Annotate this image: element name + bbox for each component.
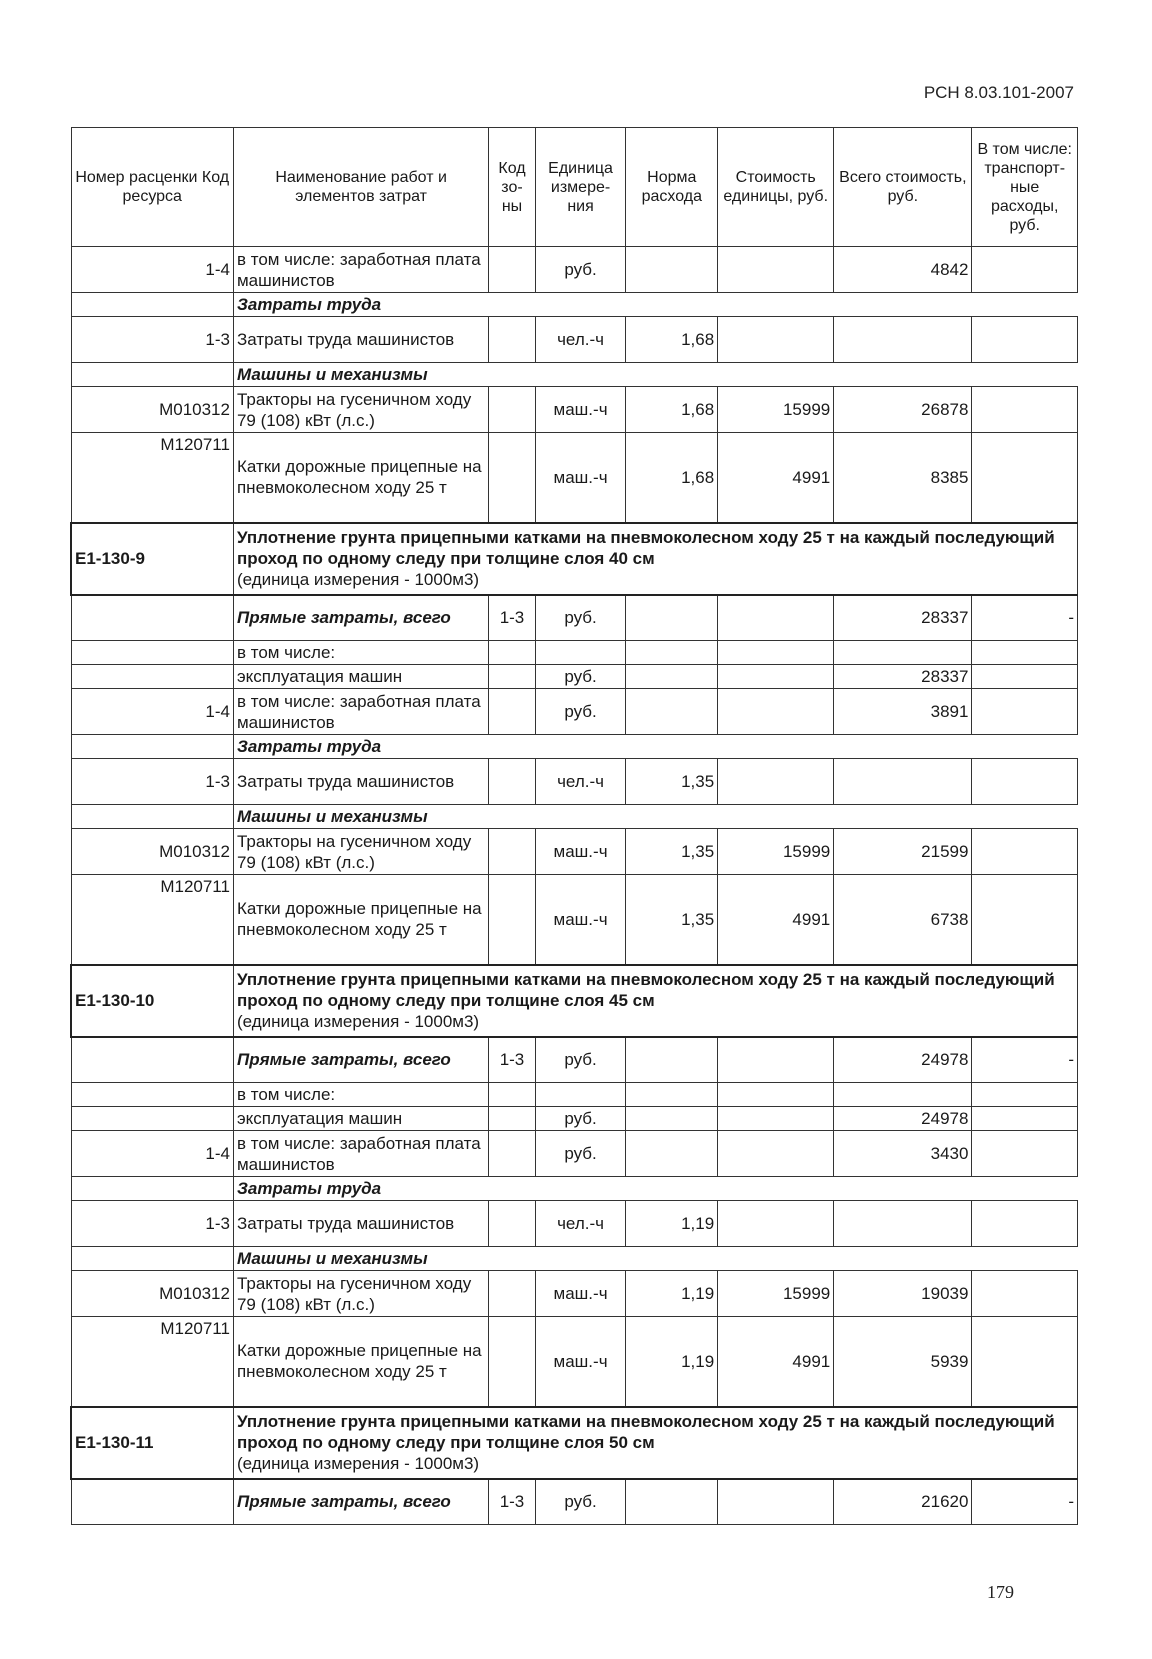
- cell-unit: руб.: [535, 665, 626, 689]
- cell-unit: маш.-ч: [535, 1271, 626, 1317]
- cell-unit: [535, 641, 626, 665]
- cell-total: 19039: [834, 1271, 972, 1317]
- cell-norm: [626, 1037, 718, 1083]
- cell-price: [718, 759, 834, 805]
- header-norm: Норма расхода: [626, 128, 718, 247]
- cell-zone: [489, 875, 535, 965]
- cell-transport: [972, 1271, 1078, 1317]
- cell-transport: [972, 317, 1078, 363]
- table-row: [71, 387, 1078, 433]
- cell-norm: 1,19: [626, 1271, 718, 1317]
- cell-unit: руб.: [535, 595, 626, 641]
- cell-norm: 1,19: [626, 1201, 718, 1247]
- table-row: [71, 689, 1078, 735]
- cell-unit: руб.: [535, 1479, 626, 1525]
- table-row: [71, 1037, 1078, 1083]
- section-title: [233, 965, 1077, 1037]
- cell-unit: чел.-ч: [535, 317, 626, 363]
- table-body: [71, 247, 1078, 1525]
- cell-norm: 1,35: [626, 759, 718, 805]
- group-title: Затраты труда: [233, 293, 1077, 317]
- cell-norm: [626, 247, 718, 293]
- cell-total: [834, 1201, 972, 1247]
- section-title-text: Уплотнение грунта прицепными катками на пневмоколесном ходу 25 т на каждый последующий проход по одному следу при толщине слоя 40 см: [236, 528, 1055, 568]
- cell-total: 24978: [834, 1037, 972, 1083]
- cell-code: [71, 735, 233, 759]
- group-row: [71, 293, 1078, 317]
- header-transport: В том числе: транспорт-ные расходы, руб.: [972, 128, 1078, 247]
- cell-zone: 1-3: [489, 1479, 535, 1525]
- cell-name: эксплуатация машин: [233, 665, 488, 689]
- page-number: 179: [987, 1582, 1014, 1602]
- section-row: [71, 1407, 1078, 1479]
- cell-total: 24978: [834, 1107, 972, 1131]
- cell-price: [718, 247, 834, 293]
- table-row: [71, 875, 1078, 965]
- cell-total: 26878: [834, 387, 972, 433]
- table-row: [71, 641, 1078, 665]
- cell-name: в том числе: заработная плата машинистов: [233, 247, 488, 293]
- cell-transport: [972, 665, 1078, 689]
- cell-price: [718, 665, 834, 689]
- group-row: [71, 735, 1078, 759]
- cell-zone: [489, 665, 535, 689]
- cell-code: [71, 595, 233, 641]
- rates-table: [70, 127, 1078, 1525]
- cell-zone: [489, 317, 535, 363]
- cell-unit: руб.: [535, 1107, 626, 1131]
- cell-code: [71, 1177, 233, 1201]
- cell-code: [71, 1037, 233, 1083]
- cell-transport: [972, 689, 1078, 735]
- group-row: [71, 1177, 1078, 1201]
- cell-name: в том числе: заработная плата машинистов: [233, 1131, 488, 1177]
- cell-total: 21620: [834, 1479, 972, 1525]
- cell-zone: [489, 689, 535, 735]
- cell-zone: [489, 829, 535, 875]
- cell-price: [718, 1201, 834, 1247]
- cell-total: 4842: [834, 247, 972, 293]
- cell-code: [71, 1107, 233, 1131]
- section-code: Е1-130-10: [71, 965, 233, 1037]
- cell-code: [71, 1083, 233, 1107]
- cell-transport: [972, 1317, 1078, 1407]
- section-code: Е1-130-11: [71, 1407, 233, 1479]
- cell-price: [718, 689, 834, 735]
- cell-norm: [626, 595, 718, 641]
- cell-code: [71, 363, 233, 387]
- cell-transport: [972, 641, 1078, 665]
- cell-zone: [489, 759, 535, 805]
- cell-total: 28337: [834, 665, 972, 689]
- cell-code: 1-4: [71, 1131, 233, 1177]
- cell-unit: руб.: [535, 1037, 626, 1083]
- cell-transport: [972, 247, 1078, 293]
- cell-norm: 1,68: [626, 387, 718, 433]
- cell-unit: маш.-ч: [535, 433, 626, 523]
- cell-norm: [626, 1131, 718, 1177]
- cell-code: М010312: [71, 829, 233, 875]
- cell-name: Катки дорожные прицепные на пневмоколесном ходу 25 т: [233, 1317, 488, 1407]
- table-row: [71, 433, 1078, 523]
- cell-code: 1-3: [71, 759, 233, 805]
- cell-transport: [972, 433, 1078, 523]
- cell-norm: [626, 641, 718, 665]
- cell-name: Затраты труда машинистов: [233, 759, 488, 805]
- cell-name: Тракторы на гусеничном ходу 79 (108) кВт (л.с.): [233, 1271, 488, 1317]
- section-unit: (единица измерения - 1000м3): [236, 1012, 480, 1031]
- cell-name: в том числе: заработная плата машинистов: [233, 689, 488, 735]
- cell-price: [718, 1131, 834, 1177]
- table-row: [71, 247, 1078, 293]
- cell-price: [718, 1479, 834, 1525]
- cell-unit: маш.-ч: [535, 829, 626, 875]
- cell-price: 4991: [718, 875, 834, 965]
- cell-zone: [489, 641, 535, 665]
- cell-zone: [489, 1107, 535, 1131]
- cell-zone: [489, 433, 535, 523]
- section-title: [233, 523, 1077, 595]
- cell-price: [718, 641, 834, 665]
- cell-price: 4991: [718, 433, 834, 523]
- cell-zone: 1-3: [489, 595, 535, 641]
- cell-zone: [489, 1131, 535, 1177]
- cell-code: [71, 805, 233, 829]
- header-price: Стоимость единицы, руб.: [718, 128, 834, 247]
- cell-norm: [626, 1083, 718, 1107]
- cell-zone: [489, 1201, 535, 1247]
- cell-total: 3891: [834, 689, 972, 735]
- cell-total: 6738: [834, 875, 972, 965]
- table-header: [71, 128, 1078, 247]
- table-row: [71, 759, 1078, 805]
- cell-transport: [972, 875, 1078, 965]
- table-row: [71, 665, 1078, 689]
- cell-norm: [626, 689, 718, 735]
- cell-total: [834, 641, 972, 665]
- cell-zone: [489, 1083, 535, 1107]
- cell-name: Катки дорожные прицепные на пневмоколесном ходу 25 т: [233, 875, 488, 965]
- section-code: Е1-130-9: [71, 523, 233, 595]
- cell-transport: [972, 1201, 1078, 1247]
- group-title: Затраты труда: [233, 1177, 1077, 1201]
- section-unit: (единица измерения - 1000м3): [236, 1454, 480, 1473]
- cell-zone: [489, 247, 535, 293]
- table-row: [71, 317, 1078, 363]
- document-code: РСН 8.03.101-2007: [923, 83, 1074, 102]
- cell-norm: 1,35: [626, 875, 718, 965]
- group-row: [71, 1247, 1078, 1271]
- cell-name: Тракторы на гусеничном ходу 79 (108) кВт (л.с.): [233, 387, 488, 433]
- cell-code: М010312: [71, 387, 233, 433]
- cell-transport: -: [972, 1479, 1078, 1525]
- cell-total: [834, 759, 972, 805]
- cell-unit: маш.-ч: [535, 387, 626, 433]
- cell-price: [718, 1107, 834, 1131]
- cell-code: М120711: [71, 875, 233, 965]
- group-title: Машины и механизмы: [233, 363, 1077, 387]
- cell-code: 1-3: [71, 1201, 233, 1247]
- header-zone: Код зо-ны: [489, 128, 535, 247]
- cell-zone: [489, 1317, 535, 1407]
- cell-unit: руб.: [535, 689, 626, 735]
- cell-code: М120711: [71, 433, 233, 523]
- cell-code: [71, 1247, 233, 1271]
- section-title-text: Уплотнение грунта прицепными катками на пневмоколесном ходу 25 т на каждый последующий проход по одному следу при толщине слоя 50 см: [236, 1412, 1055, 1452]
- cell-zone: 1-3: [489, 1037, 535, 1083]
- cell-code: М120711: [71, 1317, 233, 1407]
- cell-norm: [626, 1479, 718, 1525]
- cell-norm: 1,35: [626, 829, 718, 875]
- table-row: [71, 595, 1078, 641]
- cell-name: Прямые затраты, всего: [233, 1479, 488, 1525]
- section-unit: (единица измерения - 1000м3): [236, 570, 480, 589]
- cell-total: 28337: [834, 595, 972, 641]
- cell-price: [718, 595, 834, 641]
- cell-price: 15999: [718, 829, 834, 875]
- cell-name: Затраты труда машинистов: [233, 317, 488, 363]
- cell-transport: [972, 759, 1078, 805]
- cell-name: Тракторы на гусеничном ходу 79 (108) кВт (л.с.): [233, 829, 488, 875]
- header-code: Номер расценки Код ресурса: [71, 128, 233, 247]
- cell-code: [71, 293, 233, 317]
- cell-unit: [535, 1083, 626, 1107]
- table-row: [71, 1107, 1078, 1131]
- section-title: [233, 1407, 1077, 1479]
- table-row: [71, 1271, 1078, 1317]
- cell-name: эксплуатация машин: [233, 1107, 488, 1131]
- cell-price: 4991: [718, 1317, 834, 1407]
- cell-unit: чел.-ч: [535, 759, 626, 805]
- cell-price: 15999: [718, 1271, 834, 1317]
- header-total: Всего стоимость, руб.: [834, 128, 972, 247]
- cell-price: [718, 1037, 834, 1083]
- table-row: [71, 1317, 1078, 1407]
- cell-total: 3430: [834, 1131, 972, 1177]
- table-row: [71, 829, 1078, 875]
- cell-unit: чел.-ч: [535, 1201, 626, 1247]
- cell-transport: [972, 1131, 1078, 1177]
- cell-price: [718, 1083, 834, 1107]
- cell-unit: руб.: [535, 1131, 626, 1177]
- cell-name: Прямые затраты, всего: [233, 1037, 488, 1083]
- cell-name: в том числе:: [233, 1083, 488, 1107]
- cell-transport: -: [972, 1037, 1078, 1083]
- cell-total: 21599: [834, 829, 972, 875]
- table-row: [71, 1131, 1078, 1177]
- cell-code: 1-4: [71, 247, 233, 293]
- cell-total: [834, 1083, 972, 1107]
- header-unit: Единица измере-ния: [535, 128, 626, 247]
- cell-transport: [972, 1107, 1078, 1131]
- cell-norm: [626, 665, 718, 689]
- cell-total: [834, 317, 972, 363]
- cell-name: Прямые затраты, всего: [233, 595, 488, 641]
- cell-unit: руб.: [535, 247, 626, 293]
- cell-code: 1-4: [71, 689, 233, 735]
- table-row: [71, 1201, 1078, 1247]
- table-row: [71, 1479, 1078, 1525]
- header-name: Наименование работ и элементов затрат: [233, 128, 488, 247]
- group-row: [71, 363, 1078, 387]
- cell-unit: маш.-ч: [535, 875, 626, 965]
- cell-name: Катки дорожные прицепные на пневмоколесном ходу 25 т: [233, 433, 488, 523]
- cell-zone: [489, 387, 535, 433]
- cell-unit: маш.-ч: [535, 1317, 626, 1407]
- section-row: [71, 965, 1078, 1037]
- cell-code: [71, 1479, 233, 1525]
- cell-code: [71, 641, 233, 665]
- cell-transport: -: [972, 595, 1078, 641]
- cell-norm: 1,68: [626, 433, 718, 523]
- cell-zone: [489, 1271, 535, 1317]
- cell-transport: [972, 829, 1078, 875]
- cell-norm: 1,68: [626, 317, 718, 363]
- group-row: [71, 805, 1078, 829]
- section-title-text: Уплотнение грунта прицепными катками на пневмоколесном ходу 25 т на каждый последующий проход по одному следу при толщине слоя 45 см: [236, 970, 1055, 1010]
- section-row: [71, 523, 1078, 595]
- cell-code: [71, 665, 233, 689]
- group-title: Машины и механизмы: [233, 1247, 1077, 1271]
- group-title: Машины и механизмы: [233, 805, 1077, 829]
- cell-price: 15999: [718, 387, 834, 433]
- group-title: Затраты труда: [233, 735, 1077, 759]
- cell-norm: 1,19: [626, 1317, 718, 1407]
- table-row: [71, 1083, 1078, 1107]
- cell-total: 8385: [834, 433, 972, 523]
- cell-code: М010312: [71, 1271, 233, 1317]
- cell-total: 5939: [834, 1317, 972, 1407]
- cell-name: Затраты труда машинистов: [233, 1201, 488, 1247]
- cell-norm: [626, 1107, 718, 1131]
- cell-code: 1-3: [71, 317, 233, 363]
- cell-name: в том числе:: [233, 641, 488, 665]
- cell-price: [718, 317, 834, 363]
- cell-transport: [972, 387, 1078, 433]
- cell-transport: [972, 1083, 1078, 1107]
